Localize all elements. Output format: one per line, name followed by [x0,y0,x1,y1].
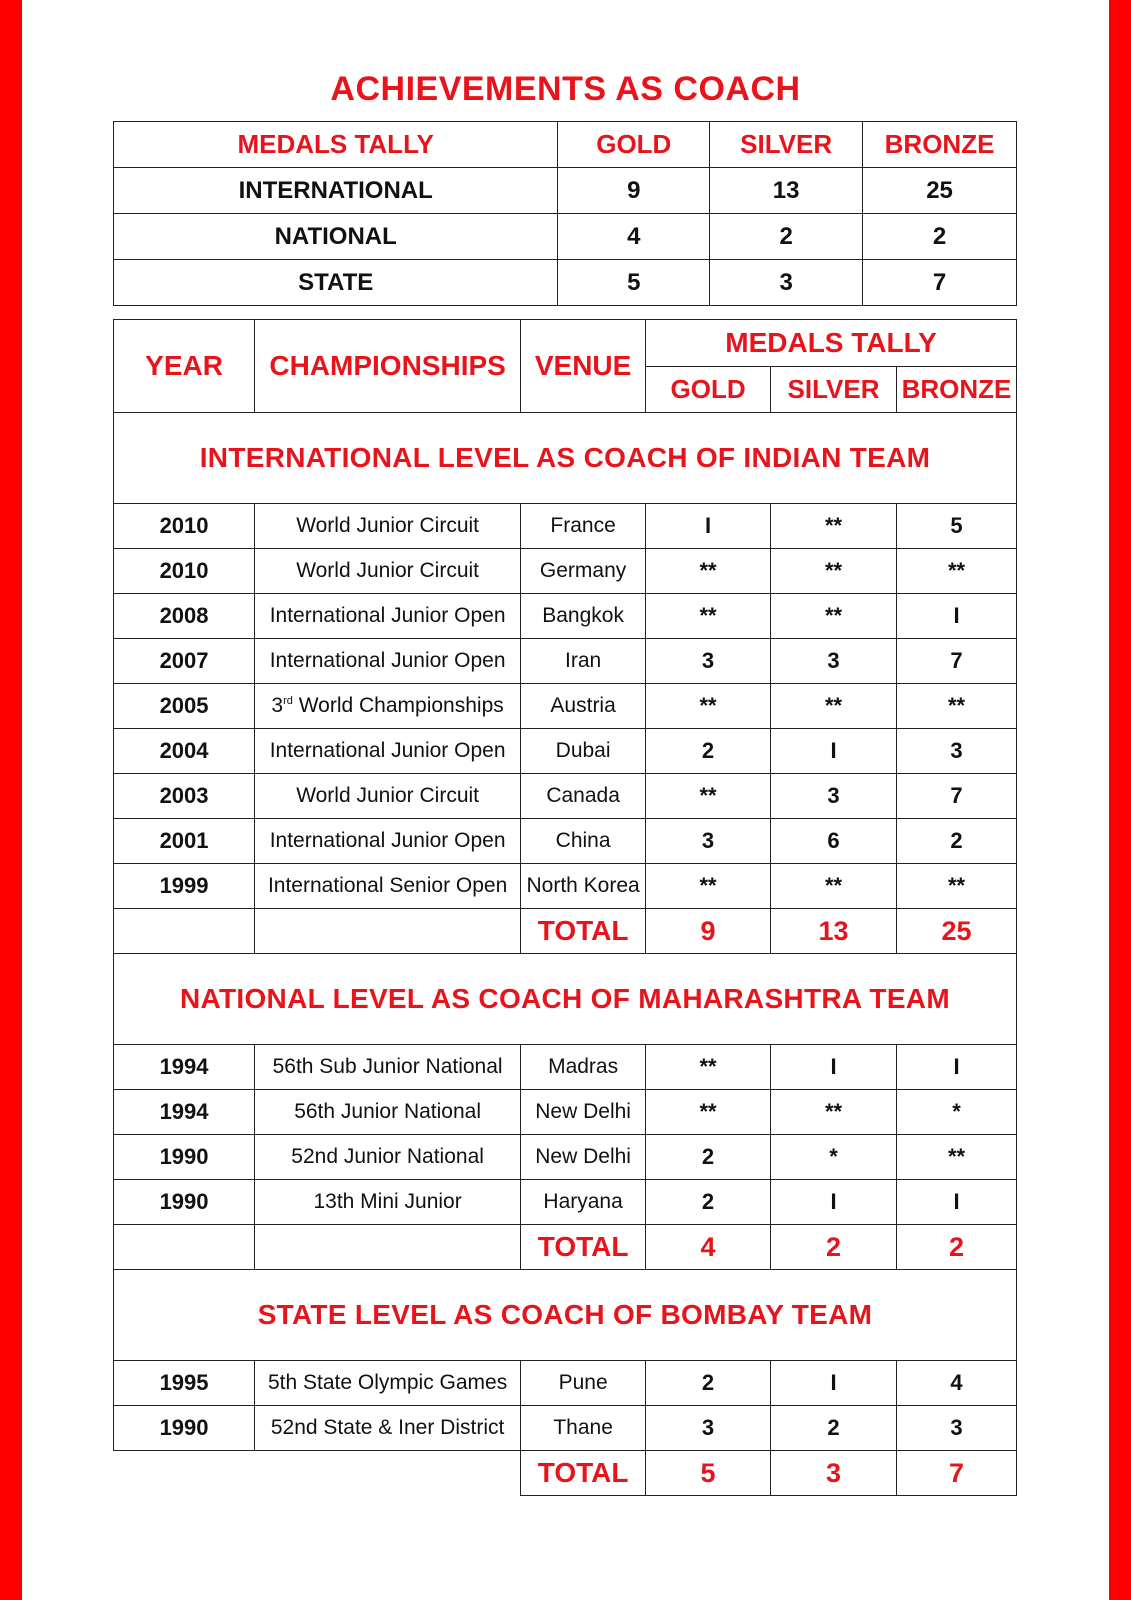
table-row [114,1406,1017,1451]
year-cell: 2008 [114,594,255,639]
summary-label: NATIONAL [114,214,558,260]
year-cell: 1999 [114,864,255,909]
gold-cell: ** [646,594,771,639]
table-row [114,1045,1017,1090]
gold-cell: 3 [646,1406,771,1451]
summary-header-silver: SILVER [710,122,863,168]
summary-bronze: 25 [863,168,1017,214]
gold-cell: 3 [646,639,771,684]
gold-cell: ** [646,1090,771,1135]
summary-row [114,168,1017,214]
total-row [114,1451,1017,1496]
championship-cell: World Junior Circuit [255,774,521,819]
total-gold: 4 [646,1225,771,1270]
table-row [114,1135,1017,1180]
gold-cell: 2 [646,1180,771,1225]
total-bronze: 7 [897,1451,1017,1496]
header-bronze: BRONZE [897,366,1017,413]
summary-bronze: 7 [863,260,1017,306]
total-row [114,1225,1017,1270]
year-cell: 2010 [114,504,255,549]
table-row [114,549,1017,594]
total-label: TOTAL [521,1451,646,1496]
total-bronze: 2 [897,1225,1017,1270]
bronze-cell: * [897,1090,1017,1135]
gold-cell: 2 [646,729,771,774]
bronze-cell: I [897,594,1017,639]
year-cell: 2003 [114,774,255,819]
silver-cell: ** [771,684,897,729]
championship-cell: 56th Junior National [255,1090,521,1135]
silver-cell: * [771,1135,897,1180]
championship-name: World Championships [292,694,504,717]
year-cell: 2001 [114,819,255,864]
year-cell: 1994 [114,1090,255,1135]
total-bronze: 25 [897,909,1017,954]
total-empty-cell [255,1451,521,1496]
championship-cell [255,684,521,729]
championship-cell: International Junior Open [255,819,521,864]
summary-row [114,260,1017,306]
silver-cell: I [771,1180,897,1225]
venue-cell: Dubai [521,729,646,774]
silver-cell: ** [771,504,897,549]
year-cell: 2005 [114,684,255,729]
championship-cell: International Junior Open [255,594,521,639]
silver-cell: I [771,1361,897,1406]
venue-cell: France [521,504,646,549]
header-championships: CHAMPIONSHIPS [255,320,521,413]
gold-cell: 3 [646,819,771,864]
total-gold: 5 [646,1451,771,1496]
summary-gold: 9 [558,168,710,214]
table-row [114,819,1017,864]
year-cell: 1990 [114,1406,255,1451]
championship-cell: 52nd State & Iner District [255,1406,521,1451]
bronze-cell: 7 [897,639,1017,684]
summary-header-gold: GOLD [558,122,710,168]
gold-cell: I [646,504,771,549]
table-row [114,864,1017,909]
year-cell: 2010 [114,549,255,594]
venue-cell: Canada [521,774,646,819]
venue-cell: North Korea [521,864,646,909]
header-gold: GOLD [646,366,771,413]
header-silver: SILVER [771,366,897,413]
silver-cell: ** [771,594,897,639]
section-title: STATE LEVEL AS COACH OF BOMBAY TEAM [114,1270,1017,1361]
gold-cell: ** [646,549,771,594]
bronze-cell: ** [897,684,1017,729]
table-row [114,774,1017,819]
page-title: ACHIEVEMENTS AS COACH [330,70,801,108]
championship-cell: 56th Sub Junior National [255,1045,521,1090]
silver-cell: 3 [771,639,897,684]
table-row [114,1361,1017,1406]
gold-cell: ** [646,1045,771,1090]
summary-header-row [114,122,1017,168]
bronze-cell: ** [897,864,1017,909]
championship-cell: 13th Mini Junior [255,1180,521,1225]
total-silver: 2 [771,1225,897,1270]
silver-cell: 3 [771,774,897,819]
silver-cell: 6 [771,819,897,864]
summary-row [114,214,1017,260]
venue-cell: New Delhi [521,1135,646,1180]
summary-gold: 4 [558,214,710,260]
year-cell: 2004 [114,729,255,774]
section-title: INTERNATIONAL LEVEL AS COACH OF INDIAN TEAM [114,413,1017,504]
bronze-cell: 3 [897,729,1017,774]
championship-cell: World Junior Circuit [255,504,521,549]
summary-header-bronze: BRONZE [863,122,1017,168]
table-row [114,729,1017,774]
silver-cell: ** [771,549,897,594]
table-row [114,1180,1017,1225]
table-row [114,1090,1017,1135]
total-row [114,909,1017,954]
year-cell: 1990 [114,1180,255,1225]
silver-cell: 2 [771,1406,897,1451]
section-row [114,954,1017,1045]
bronze-cell: 4 [897,1361,1017,1406]
venue-cell: Iran [521,639,646,684]
championship-cell: International Senior Open [255,864,521,909]
year-cell: 1995 [114,1361,255,1406]
table-row [114,639,1017,684]
section-title: NATIONAL LEVEL AS COACH OF MAHARASHTRA TEAM [114,954,1017,1045]
total-empty-cell [255,1225,521,1270]
silver-cell: ** [771,1090,897,1135]
championship-ordinal: 3 [271,694,284,717]
total-empty-cell [114,1225,255,1270]
summary-silver: 3 [710,260,863,306]
right-red-border [1109,0,1131,1600]
table-row [114,504,1017,549]
total-gold: 9 [646,909,771,954]
table-row [114,594,1017,639]
bronze-cell: ** [897,549,1017,594]
section-row [114,413,1017,504]
championship-cell: World Junior Circuit [255,549,521,594]
championship-cell: International Junior Open [255,729,521,774]
main-header-row [114,320,1017,367]
summary-silver: 13 [710,168,863,214]
table-row [114,684,1017,729]
total-empty-cell [114,1451,255,1496]
championship-cell: International Junior Open [255,639,521,684]
bronze-cell: I [897,1045,1017,1090]
gold-cell: 2 [646,1361,771,1406]
championships-table [113,319,1017,1496]
silver-cell: I [771,1045,897,1090]
summary-header-medals-tally: MEDALS TALLY [114,122,558,168]
total-silver: 13 [771,909,897,954]
venue-cell: Thane [521,1406,646,1451]
silver-cell: ** [771,864,897,909]
gold-cell: ** [646,864,771,909]
venue-cell: Germany [521,549,646,594]
bronze-cell: 2 [897,819,1017,864]
gold-cell: 2 [646,1135,771,1180]
total-label: TOTAL [521,1225,646,1270]
venue-cell: Bangkok [521,594,646,639]
championship-ordinal-suffix: rd [283,695,293,707]
year-cell: 1994 [114,1045,255,1090]
total-label: TOTAL [521,909,646,954]
total-empty-cell [114,909,255,954]
bronze-cell: ** [897,1135,1017,1180]
silver-cell: I [771,729,897,774]
venue-cell: Madras [521,1045,646,1090]
gold-cell: ** [646,684,771,729]
championship-cell: 5th State Olympic Games [255,1361,521,1406]
header-year: YEAR [114,320,255,413]
section-row [114,1270,1017,1361]
bronze-cell: 3 [897,1406,1017,1451]
summary-bronze: 2 [863,214,1017,260]
year-cell: 1990 [114,1135,255,1180]
header-medals-tally: MEDALS TALLY [646,320,1017,367]
bronze-cell: 7 [897,774,1017,819]
summary-label: INTERNATIONAL [114,168,558,214]
championship-cell: 52nd Junior National [255,1135,521,1180]
year-cell: 2007 [114,639,255,684]
header-venue: VENUE [521,320,646,413]
venue-cell: Haryana [521,1180,646,1225]
summary-label: STATE [114,260,558,306]
venue-cell: New Delhi [521,1090,646,1135]
summary-medals-table [113,121,1017,306]
bronze-cell: 5 [897,504,1017,549]
left-red-border [0,0,22,1600]
gold-cell: ** [646,774,771,819]
total-silver: 3 [771,1451,897,1496]
venue-cell: Austria [521,684,646,729]
summary-silver: 2 [710,214,863,260]
bronze-cell: I [897,1180,1017,1225]
total-empty-cell [255,909,521,954]
venue-cell: China [521,819,646,864]
summary-gold: 5 [558,260,710,306]
venue-cell: Pune [521,1361,646,1406]
